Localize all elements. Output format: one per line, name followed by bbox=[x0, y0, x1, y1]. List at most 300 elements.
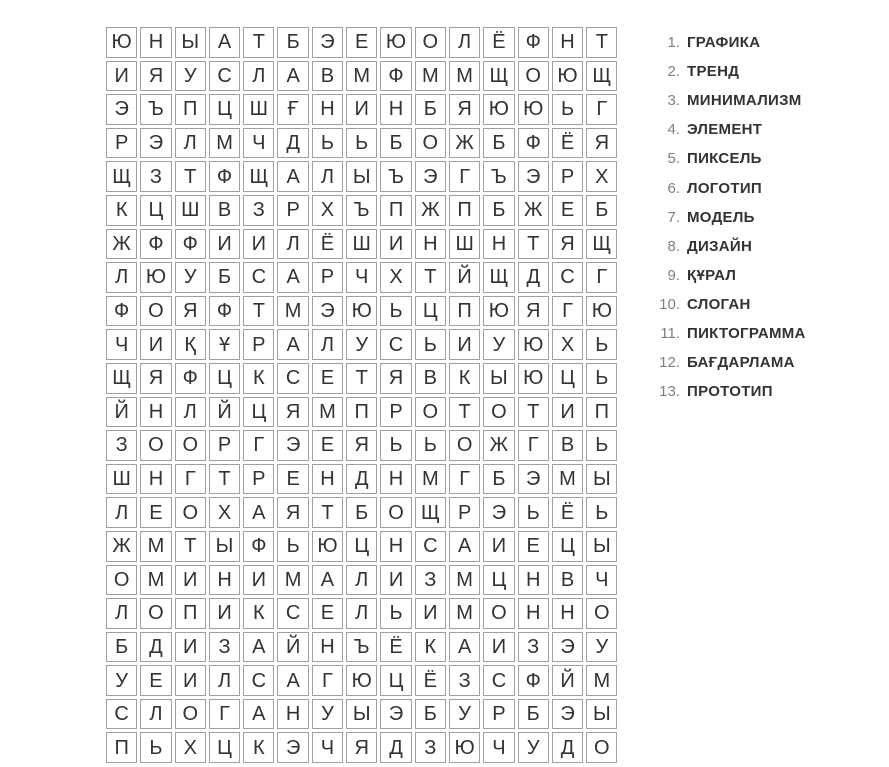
grid-cell[interactable]: М bbox=[415, 61, 446, 92]
grid-cell[interactable]: А bbox=[243, 699, 274, 730]
grid-cell[interactable]: Т bbox=[449, 397, 480, 428]
grid-cell[interactable]: Ъ bbox=[140, 94, 171, 125]
grid-cell[interactable]: Л bbox=[312, 329, 343, 360]
grid-cell[interactable]: О bbox=[586, 732, 617, 763]
grid-cell[interactable]: Л bbox=[346, 565, 377, 596]
grid-cell[interactable]: О bbox=[380, 497, 411, 528]
grid-cell[interactable]: И bbox=[175, 632, 206, 663]
grid-cell[interactable]: З bbox=[415, 565, 446, 596]
grid-cell[interactable]: Ф bbox=[209, 161, 240, 192]
grid-cell[interactable]: Р bbox=[483, 699, 514, 730]
grid-cell[interactable]: В bbox=[552, 565, 583, 596]
grid-cell[interactable]: Л bbox=[449, 27, 480, 58]
grid-cell[interactable]: Л bbox=[277, 229, 308, 260]
grid-cell[interactable]: В bbox=[209, 195, 240, 226]
grid-cell[interactable]: Н bbox=[518, 565, 549, 596]
grid-cell[interactable]: А bbox=[277, 161, 308, 192]
grid-cell[interactable]: Ф bbox=[209, 296, 240, 327]
grid-cell[interactable]: Г bbox=[312, 665, 343, 696]
grid-cell[interactable]: М bbox=[277, 565, 308, 596]
grid-cell[interactable]: Б bbox=[518, 699, 549, 730]
grid-cell[interactable]: П bbox=[449, 195, 480, 226]
grid-cell[interactable]: Л bbox=[106, 262, 137, 293]
grid-cell[interactable]: У bbox=[449, 699, 480, 730]
grid-cell[interactable]: И bbox=[209, 598, 240, 629]
grid-cell[interactable]: Т bbox=[175, 161, 206, 192]
grid-cell[interactable]: Н bbox=[312, 464, 343, 495]
grid-cell[interactable]: Э bbox=[380, 699, 411, 730]
grid-cell[interactable]: М bbox=[586, 665, 617, 696]
grid-cell[interactable]: Д bbox=[518, 262, 549, 293]
grid-cell[interactable]: Ф bbox=[175, 229, 206, 260]
grid-cell[interactable]: Ф bbox=[518, 27, 549, 58]
grid-cell[interactable]: И bbox=[380, 565, 411, 596]
grid-cell[interactable]: Х bbox=[552, 329, 583, 360]
grid-cell[interactable]: Л bbox=[209, 665, 240, 696]
grid-cell[interactable]: Х bbox=[209, 497, 240, 528]
grid-cell[interactable]: Р bbox=[277, 195, 308, 226]
grid-cell[interactable]: Б bbox=[380, 128, 411, 159]
grid-cell[interactable]: Ш bbox=[449, 229, 480, 260]
grid-cell[interactable]: Л bbox=[106, 598, 137, 629]
grid-cell[interactable]: Л bbox=[140, 699, 171, 730]
grid-cell[interactable]: Ь bbox=[586, 363, 617, 394]
grid-cell[interactable]: Л bbox=[243, 61, 274, 92]
grid-cell[interactable]: Э bbox=[415, 161, 446, 192]
grid-cell[interactable]: В bbox=[312, 61, 343, 92]
grid-cell[interactable]: Т bbox=[415, 262, 446, 293]
grid-cell[interactable]: Й bbox=[552, 665, 583, 696]
grid-cell[interactable]: Ю bbox=[518, 94, 549, 125]
grid-cell[interactable]: Э bbox=[518, 161, 549, 192]
grid-cell[interactable]: Б bbox=[586, 195, 617, 226]
grid-cell[interactable]: А bbox=[277, 665, 308, 696]
grid-cell[interactable]: Ё bbox=[415, 665, 446, 696]
grid-cell[interactable]: Ё bbox=[552, 128, 583, 159]
grid-cell[interactable]: Д bbox=[380, 732, 411, 763]
grid-cell[interactable]: О bbox=[106, 565, 137, 596]
grid-cell[interactable]: Ю bbox=[518, 363, 549, 394]
grid-cell[interactable]: Г bbox=[175, 464, 206, 495]
grid-cell[interactable]: Ю bbox=[140, 262, 171, 293]
grid-cell[interactable]: К bbox=[106, 195, 137, 226]
grid-cell[interactable]: Д bbox=[140, 632, 171, 663]
grid-cell[interactable]: Г bbox=[209, 699, 240, 730]
grid-cell[interactable]: И bbox=[346, 94, 377, 125]
grid-cell[interactable]: Я bbox=[586, 128, 617, 159]
grid-cell[interactable]: Ь bbox=[518, 497, 549, 528]
grid-cell[interactable]: И bbox=[380, 229, 411, 260]
grid-cell[interactable]: Ы bbox=[209, 531, 240, 562]
grid-cell[interactable]: Ц bbox=[209, 363, 240, 394]
grid-cell[interactable]: И bbox=[140, 329, 171, 360]
grid-cell[interactable]: У bbox=[483, 329, 514, 360]
grid-cell[interactable]: М bbox=[346, 61, 377, 92]
grid-cell[interactable]: Ъ bbox=[380, 161, 411, 192]
grid-cell[interactable]: И bbox=[175, 665, 206, 696]
grid-cell[interactable]: Г bbox=[243, 430, 274, 461]
grid-cell[interactable]: П bbox=[106, 732, 137, 763]
grid-cell[interactable]: Ю bbox=[346, 296, 377, 327]
grid-cell[interactable]: Л bbox=[175, 128, 206, 159]
grid-cell[interactable]: Щ bbox=[586, 61, 617, 92]
grid-cell[interactable]: В bbox=[415, 363, 446, 394]
grid-cell[interactable]: Е bbox=[346, 27, 377, 58]
grid-cell[interactable]: У bbox=[346, 329, 377, 360]
grid-cell[interactable]: Н bbox=[552, 598, 583, 629]
grid-cell[interactable]: Р bbox=[380, 397, 411, 428]
grid-cell[interactable]: Н bbox=[277, 699, 308, 730]
grid-cell[interactable]: Э bbox=[312, 296, 343, 327]
grid-cell[interactable]: Ь bbox=[380, 598, 411, 629]
grid-cell[interactable]: Я bbox=[277, 397, 308, 428]
grid-cell[interactable]: Ь bbox=[380, 296, 411, 327]
grid-cell[interactable]: Ф bbox=[106, 296, 137, 327]
grid-cell[interactable]: Э bbox=[552, 699, 583, 730]
grid-cell[interactable]: Й bbox=[209, 397, 240, 428]
grid-cell[interactable]: О bbox=[449, 430, 480, 461]
grid-cell[interactable]: О bbox=[483, 598, 514, 629]
grid-cell[interactable]: Р bbox=[106, 128, 137, 159]
grid-cell[interactable]: О bbox=[140, 598, 171, 629]
grid-cell[interactable]: Ц bbox=[140, 195, 171, 226]
grid-cell[interactable]: З bbox=[243, 195, 274, 226]
grid-cell[interactable]: Е bbox=[518, 531, 549, 562]
grid-cell[interactable]: О bbox=[175, 430, 206, 461]
grid-cell[interactable]: Щ bbox=[415, 497, 446, 528]
grid-cell[interactable]: Ь bbox=[586, 430, 617, 461]
grid-cell[interactable]: У bbox=[518, 732, 549, 763]
grid-cell[interactable]: Б bbox=[346, 497, 377, 528]
grid-cell[interactable]: Ы bbox=[586, 531, 617, 562]
grid-cell[interactable]: Ц bbox=[483, 565, 514, 596]
grid-cell[interactable]: Е bbox=[140, 665, 171, 696]
grid-cell[interactable]: М bbox=[140, 565, 171, 596]
grid-cell[interactable]: В bbox=[552, 430, 583, 461]
grid-cell[interactable]: Е bbox=[312, 430, 343, 461]
grid-cell[interactable]: Д bbox=[552, 732, 583, 763]
grid-cell[interactable]: О bbox=[518, 61, 549, 92]
grid-cell[interactable]: Ц bbox=[209, 94, 240, 125]
grid-cell[interactable]: Е bbox=[312, 363, 343, 394]
grid-cell[interactable]: П bbox=[346, 397, 377, 428]
grid-cell[interactable]: Я bbox=[277, 497, 308, 528]
grid-cell[interactable]: И bbox=[243, 565, 274, 596]
grid-cell[interactable]: У bbox=[175, 262, 206, 293]
grid-cell[interactable]: Р bbox=[449, 497, 480, 528]
grid-cell[interactable]: Е bbox=[552, 195, 583, 226]
grid-cell[interactable]: И bbox=[483, 531, 514, 562]
grid-cell[interactable]: У bbox=[586, 632, 617, 663]
grid-cell[interactable]: Ч bbox=[346, 262, 377, 293]
grid-cell[interactable]: Э bbox=[483, 497, 514, 528]
grid-cell[interactable]: Ь bbox=[140, 732, 171, 763]
grid-cell[interactable]: Д bbox=[346, 464, 377, 495]
grid-cell[interactable]: Й bbox=[449, 262, 480, 293]
grid-cell[interactable]: Ь bbox=[415, 430, 446, 461]
grid-cell[interactable]: Ь bbox=[346, 128, 377, 159]
grid-cell[interactable]: Ф bbox=[518, 128, 549, 159]
grid-cell[interactable]: М bbox=[209, 128, 240, 159]
grid-cell[interactable]: Н bbox=[415, 229, 446, 260]
grid-cell[interactable]: Б bbox=[415, 699, 446, 730]
grid-cell[interactable]: Ь bbox=[380, 430, 411, 461]
grid-cell[interactable]: С bbox=[243, 262, 274, 293]
grid-cell[interactable]: К bbox=[243, 598, 274, 629]
grid-cell[interactable]: А bbox=[277, 61, 308, 92]
grid-cell[interactable]: О bbox=[140, 430, 171, 461]
grid-cell[interactable]: Я bbox=[140, 363, 171, 394]
grid-cell[interactable]: Ч bbox=[483, 732, 514, 763]
grid-cell[interactable]: П bbox=[175, 94, 206, 125]
grid-cell[interactable]: У bbox=[106, 665, 137, 696]
grid-cell[interactable]: Ф bbox=[243, 531, 274, 562]
grid-cell[interactable]: Ы bbox=[346, 161, 377, 192]
grid-cell[interactable]: З bbox=[449, 665, 480, 696]
grid-cell[interactable]: Ч bbox=[586, 565, 617, 596]
grid-cell[interactable]: И bbox=[449, 329, 480, 360]
grid-cell[interactable]: Ю bbox=[552, 61, 583, 92]
grid-cell[interactable]: Щ bbox=[586, 229, 617, 260]
grid-cell[interactable]: О bbox=[586, 598, 617, 629]
grid-cell[interactable]: К bbox=[243, 363, 274, 394]
grid-cell[interactable]: М bbox=[449, 565, 480, 596]
grid-cell[interactable]: Ж bbox=[449, 128, 480, 159]
grid-cell[interactable]: О bbox=[140, 296, 171, 327]
grid-cell[interactable]: И bbox=[106, 61, 137, 92]
grid-cell[interactable]: З bbox=[209, 632, 240, 663]
grid-cell[interactable]: У bbox=[312, 699, 343, 730]
grid-cell[interactable]: А bbox=[277, 329, 308, 360]
grid-cell[interactable]: С bbox=[415, 531, 446, 562]
grid-cell[interactable]: М bbox=[140, 531, 171, 562]
grid-cell[interactable]: Т bbox=[209, 464, 240, 495]
grid-cell[interactable]: Ы bbox=[175, 27, 206, 58]
grid-cell[interactable]: Б bbox=[483, 464, 514, 495]
grid-cell[interactable]: О bbox=[175, 497, 206, 528]
grid-cell[interactable]: Ц bbox=[552, 363, 583, 394]
grid-cell[interactable]: Х bbox=[586, 161, 617, 192]
grid-cell[interactable]: О bbox=[415, 397, 446, 428]
grid-cell[interactable]: Ё bbox=[552, 497, 583, 528]
grid-cell[interactable]: О bbox=[415, 27, 446, 58]
grid-cell[interactable]: Ь bbox=[552, 94, 583, 125]
grid-cell[interactable]: Э bbox=[277, 430, 308, 461]
grid-cell[interactable]: Ю bbox=[380, 27, 411, 58]
grid-cell[interactable]: Ю bbox=[346, 665, 377, 696]
grid-cell[interactable]: Щ bbox=[483, 262, 514, 293]
grid-cell[interactable]: М bbox=[277, 296, 308, 327]
grid-cell[interactable]: Н bbox=[380, 464, 411, 495]
grid-cell[interactable]: Ы bbox=[586, 699, 617, 730]
grid-cell[interactable]: Г bbox=[518, 430, 549, 461]
grid-cell[interactable]: А bbox=[243, 632, 274, 663]
grid-cell[interactable]: Я bbox=[140, 61, 171, 92]
grid-cell[interactable]: Ж bbox=[106, 531, 137, 562]
grid-cell[interactable]: А bbox=[243, 497, 274, 528]
grid-cell[interactable]: Я bbox=[346, 732, 377, 763]
grid-cell[interactable]: Ч bbox=[243, 128, 274, 159]
grid-cell[interactable]: Н bbox=[312, 632, 343, 663]
grid-cell[interactable]: Ц bbox=[552, 531, 583, 562]
grid-cell[interactable]: И bbox=[552, 397, 583, 428]
grid-cell[interactable]: Ё bbox=[312, 229, 343, 260]
grid-cell[interactable]: С bbox=[483, 665, 514, 696]
grid-cell[interactable]: Н bbox=[483, 229, 514, 260]
grid-cell[interactable]: Ё bbox=[380, 632, 411, 663]
grid-cell[interactable]: Ш bbox=[106, 464, 137, 495]
grid-cell[interactable]: Б bbox=[209, 262, 240, 293]
grid-cell[interactable]: Р bbox=[312, 262, 343, 293]
grid-cell[interactable]: Ш bbox=[243, 94, 274, 125]
grid-cell[interactable]: Т bbox=[518, 229, 549, 260]
grid-cell[interactable]: Щ bbox=[243, 161, 274, 192]
grid-cell[interactable]: З bbox=[106, 430, 137, 461]
grid-cell[interactable]: З bbox=[518, 632, 549, 663]
grid-cell[interactable]: Ь bbox=[312, 128, 343, 159]
grid-cell[interactable]: Ь bbox=[415, 329, 446, 360]
grid-cell[interactable]: Г bbox=[586, 94, 617, 125]
grid-cell[interactable]: С bbox=[277, 598, 308, 629]
grid-cell[interactable]: Э bbox=[552, 632, 583, 663]
grid-cell[interactable]: С bbox=[277, 363, 308, 394]
grid-cell[interactable]: А bbox=[449, 531, 480, 562]
grid-cell[interactable]: Ь bbox=[586, 329, 617, 360]
grid-cell[interactable]: Э bbox=[312, 27, 343, 58]
grid-cell[interactable]: Я bbox=[346, 430, 377, 461]
grid-cell[interactable]: П bbox=[586, 397, 617, 428]
grid-cell[interactable]: П bbox=[175, 598, 206, 629]
grid-cell[interactable]: К bbox=[415, 632, 446, 663]
grid-cell[interactable]: С bbox=[552, 262, 583, 293]
grid-cell[interactable]: Ц bbox=[243, 397, 274, 428]
grid-cell[interactable]: Е bbox=[277, 464, 308, 495]
grid-cell[interactable]: У bbox=[175, 61, 206, 92]
grid-cell[interactable]: Н bbox=[552, 27, 583, 58]
grid-cell[interactable]: Э bbox=[140, 128, 171, 159]
grid-cell[interactable]: Ъ bbox=[483, 161, 514, 192]
grid-cell[interactable]: А bbox=[209, 27, 240, 58]
grid-cell[interactable]: Я bbox=[175, 296, 206, 327]
grid-cell[interactable]: Б bbox=[277, 27, 308, 58]
grid-cell[interactable]: М bbox=[312, 397, 343, 428]
grid-cell[interactable]: Л bbox=[175, 397, 206, 428]
grid-cell[interactable]: Ю bbox=[483, 296, 514, 327]
grid-cell[interactable]: Т bbox=[312, 497, 343, 528]
grid-cell[interactable]: Т bbox=[518, 397, 549, 428]
grid-cell[interactable]: М bbox=[552, 464, 583, 495]
grid-cell[interactable]: О bbox=[415, 128, 446, 159]
grid-cell[interactable]: Ю bbox=[518, 329, 549, 360]
grid-cell[interactable]: Ц bbox=[209, 732, 240, 763]
grid-cell[interactable]: И bbox=[209, 229, 240, 260]
grid-cell[interactable]: П bbox=[449, 296, 480, 327]
grid-cell[interactable]: О bbox=[175, 699, 206, 730]
grid-cell[interactable]: Ш bbox=[175, 195, 206, 226]
grid-cell[interactable]: Ж bbox=[106, 229, 137, 260]
grid-cell[interactable]: Х bbox=[175, 732, 206, 763]
grid-cell[interactable]: Н bbox=[380, 531, 411, 562]
grid-cell[interactable]: А bbox=[277, 262, 308, 293]
grid-cell[interactable]: Щ bbox=[106, 363, 137, 394]
grid-cell[interactable]: Т bbox=[243, 27, 274, 58]
grid-cell[interactable]: Р bbox=[243, 464, 274, 495]
grid-cell[interactable]: Щ bbox=[483, 61, 514, 92]
grid-cell[interactable]: Б bbox=[415, 94, 446, 125]
grid-cell[interactable]: И bbox=[483, 632, 514, 663]
grid-cell[interactable]: Г bbox=[449, 464, 480, 495]
grid-cell[interactable]: С bbox=[106, 699, 137, 730]
grid-cell[interactable]: З bbox=[140, 161, 171, 192]
grid-cell[interactable]: Ю bbox=[106, 27, 137, 58]
grid-cell[interactable]: Я bbox=[552, 229, 583, 260]
grid-cell[interactable]: Ь bbox=[586, 497, 617, 528]
grid-cell[interactable]: А bbox=[312, 565, 343, 596]
grid-cell[interactable]: Ц bbox=[380, 665, 411, 696]
grid-cell[interactable]: К bbox=[243, 732, 274, 763]
grid-cell[interactable]: Щ bbox=[106, 161, 137, 192]
grid-cell[interactable]: Н bbox=[312, 94, 343, 125]
grid-cell[interactable]: Ъ bbox=[346, 632, 377, 663]
grid-cell[interactable]: Ж bbox=[483, 430, 514, 461]
grid-cell[interactable]: Ч bbox=[106, 329, 137, 360]
grid-cell[interactable]: Р bbox=[243, 329, 274, 360]
grid-cell[interactable]: Л bbox=[312, 161, 343, 192]
grid-cell[interactable]: Қ bbox=[175, 329, 206, 360]
grid-cell[interactable]: Н bbox=[209, 565, 240, 596]
grid-cell[interactable]: Ш bbox=[346, 229, 377, 260]
grid-cell[interactable]: Ъ bbox=[346, 195, 377, 226]
grid-cell[interactable]: К bbox=[449, 363, 480, 394]
grid-cell[interactable]: Л bbox=[106, 497, 137, 528]
grid-cell[interactable]: С bbox=[380, 329, 411, 360]
grid-cell[interactable]: Н bbox=[380, 94, 411, 125]
grid-cell[interactable]: Ю bbox=[586, 296, 617, 327]
grid-cell[interactable]: З bbox=[415, 732, 446, 763]
grid-cell[interactable]: Р bbox=[552, 161, 583, 192]
grid-cell[interactable]: Б bbox=[483, 195, 514, 226]
grid-cell[interactable]: Ж bbox=[415, 195, 446, 226]
grid-cell[interactable]: Я bbox=[518, 296, 549, 327]
grid-cell[interactable]: Х bbox=[312, 195, 343, 226]
grid-cell[interactable]: Р bbox=[209, 430, 240, 461]
grid-cell[interactable]: И bbox=[415, 598, 446, 629]
grid-cell[interactable]: Ф bbox=[380, 61, 411, 92]
grid-cell[interactable]: Ы bbox=[483, 363, 514, 394]
grid-cell[interactable]: Я bbox=[449, 94, 480, 125]
grid-cell[interactable]: О bbox=[483, 397, 514, 428]
grid-cell[interactable]: Э bbox=[518, 464, 549, 495]
grid-cell[interactable]: Ч bbox=[312, 732, 343, 763]
grid-cell[interactable]: Ғ bbox=[277, 94, 308, 125]
grid-cell[interactable]: Й bbox=[277, 632, 308, 663]
grid-cell[interactable]: Д bbox=[277, 128, 308, 159]
grid-cell[interactable]: Ю bbox=[483, 94, 514, 125]
grid-cell[interactable]: Н bbox=[140, 27, 171, 58]
grid-cell[interactable]: Т bbox=[346, 363, 377, 394]
grid-cell[interactable]: Г bbox=[449, 161, 480, 192]
grid-cell[interactable]: Ы bbox=[346, 699, 377, 730]
grid-cell[interactable]: Г bbox=[552, 296, 583, 327]
grid-cell[interactable]: Ё bbox=[483, 27, 514, 58]
grid-cell[interactable]: И bbox=[243, 229, 274, 260]
grid-cell[interactable]: Т bbox=[586, 27, 617, 58]
grid-cell[interactable]: Е bbox=[312, 598, 343, 629]
grid-cell[interactable]: А bbox=[449, 632, 480, 663]
grid-cell[interactable]: Ж bbox=[518, 195, 549, 226]
grid-cell[interactable]: М bbox=[449, 598, 480, 629]
grid-cell[interactable]: С bbox=[209, 61, 240, 92]
